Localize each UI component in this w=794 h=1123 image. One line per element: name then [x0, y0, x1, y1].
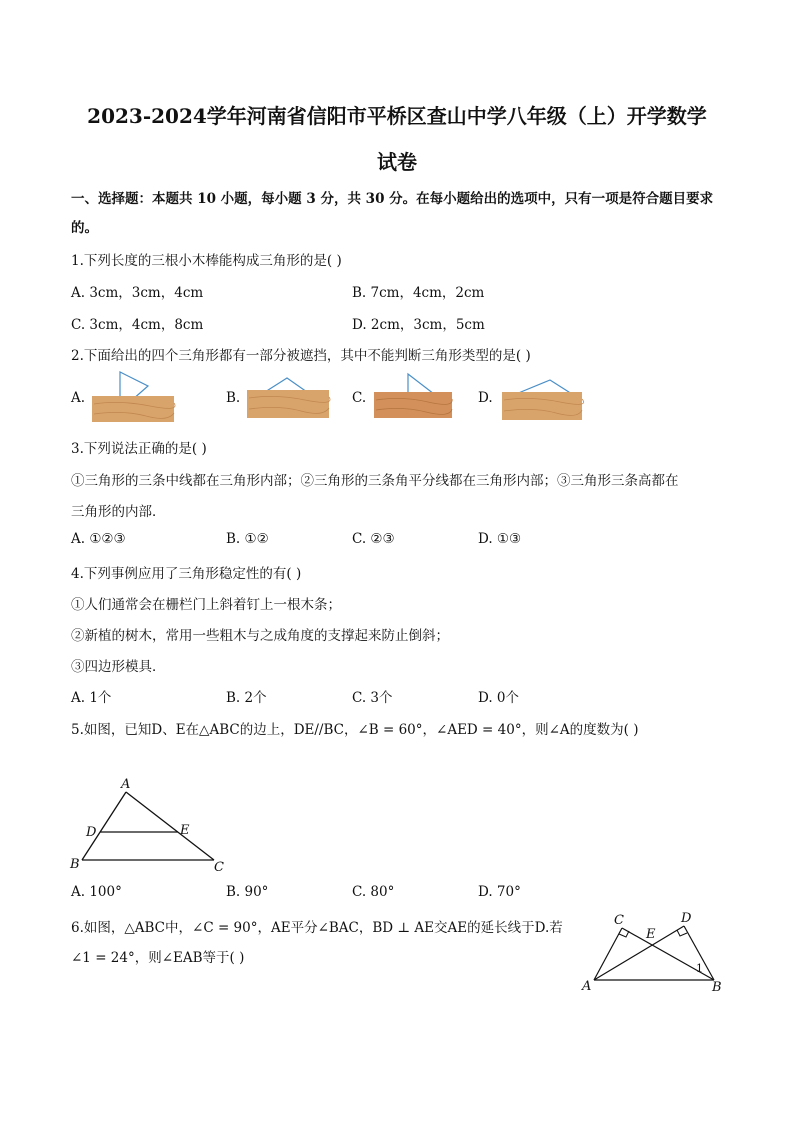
q5-option-d: D. 70°	[478, 884, 521, 900]
q2-figure-c	[372, 372, 454, 422]
q5-label-d: D	[86, 825, 97, 840]
q5-label-a: A	[121, 777, 131, 792]
q4-stem: 4.下列事例应用了三角形稳定性的有( )	[71, 566, 302, 582]
q5-label-e: E	[180, 823, 190, 838]
q4-option-c: C. 3个	[352, 690, 393, 706]
q3-option-d: D. ①③	[478, 531, 522, 547]
q6-label-c: C	[614, 913, 624, 928]
q2-figure-b	[245, 374, 331, 422]
section-heading-cont: 的。	[71, 220, 98, 236]
q3-option-b: B. ①②	[226, 531, 269, 547]
q6-label-d: D	[681, 911, 692, 926]
exam-title-line1: 2023-2024学年河南省信阳市平桥区查山中学八年级（上）开学数学	[87, 104, 707, 128]
q5-triangle-figure	[66, 772, 236, 877]
q5-option-b: B. 90°	[226, 884, 269, 900]
q4-option-b: B. 2个	[226, 690, 267, 706]
q1-option-a: A. 3cm，3cm，4cm	[71, 285, 204, 301]
q1-stem: 1.下列长度的三根小木棒能构成三角形的是( )	[71, 253, 342, 269]
exam-title-line2: 试卷	[377, 150, 417, 174]
q2-figure-d	[500, 378, 584, 422]
q4-option-d: D. 0个	[478, 690, 520, 706]
q4-item-3: ③四边形模具．	[71, 659, 166, 675]
q2-option-b-label: B.	[226, 390, 241, 406]
q6-stem-line2: ∠1 = 24°，则∠EAB等于( )	[71, 950, 245, 966]
q3-option-a: A. ①②③	[71, 531, 126, 547]
q1-option-d: D. 2cm，3cm，5cm	[352, 317, 485, 333]
q2-stem: 2.下面给出的四个三角形都有一部分被遮挡，其中不能判断三角形类型的是( )	[71, 348, 531, 364]
q2-option-c-label: C.	[352, 390, 367, 406]
q1-option-c: C. 3cm，4cm，8cm	[71, 317, 204, 333]
q6-label-e: E	[646, 927, 656, 942]
section-heading: 一、选择题：本题共 10 小题，每小题 3 分，共 30 分。在每小题给出的选项中，只有一项是符合题目要求	[71, 191, 714, 207]
q1-option-b: B. 7cm，4cm，2cm	[352, 285, 485, 301]
q6-label-b: B	[712, 980, 722, 995]
q4-option-a: A. 1个	[71, 690, 112, 706]
q2-option-a-label: A.	[71, 390, 86, 406]
q5-label-b: B	[70, 857, 80, 872]
q3-statement-line1: ①三角形的三条中线都在三角形内部；②三角形的三条角平分线都在三角形内部；③三角形三条高都在	[71, 473, 679, 489]
q6-label-angle-1: 1	[696, 962, 703, 975]
q3-option-c: C. ②③	[352, 531, 395, 547]
q5-option-a: A. 100°	[71, 884, 122, 900]
q6-label-a: A	[582, 979, 592, 994]
q2-figure-a	[90, 370, 176, 424]
q5-option-c: C. 80°	[352, 884, 395, 900]
q2-option-d-label: D.	[478, 390, 493, 406]
q3-statement-line2: 三角形的内部．	[71, 504, 166, 520]
q4-item-2: ②新植的树木，常用一些粗木与之成角度的支撑起来防止倒斜；	[71, 628, 449, 644]
q6-stem-line1: 6.如图，△ABC中，∠C = 90°，AE平分∠BAC，BD ⊥ AE交AE的延长线于D.若	[71, 920, 563, 936]
q5-label-c: C	[214, 860, 224, 875]
q6-triangle-figure	[578, 908, 728, 998]
q4-item-1: ①人们通常会在栅栏门上斜着钉上一根木条；	[71, 597, 341, 613]
q5-stem: 5.如图，已知D、E在△ABC的边上，DE//BC，∠B = 60°，∠AED = 40°，则∠A的度数为( )	[71, 722, 639, 738]
q3-stem: 3.下列说法正确的是( )	[71, 441, 207, 457]
